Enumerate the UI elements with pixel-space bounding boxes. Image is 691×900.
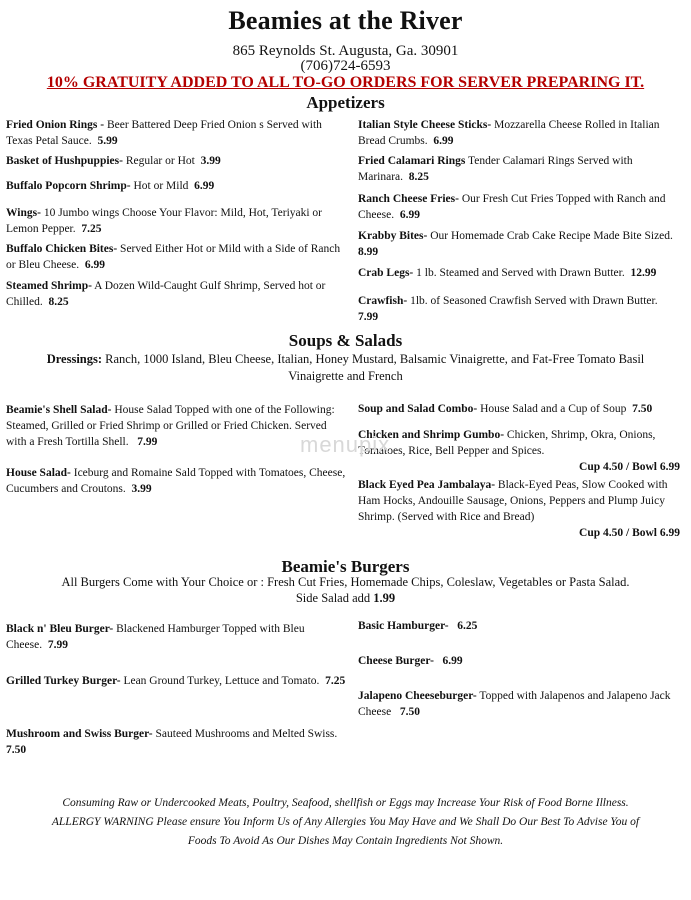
menu-item: Buffalo Popcorn Shrimp- Hot or Mild 6.99	[6, 180, 215, 192]
menu-item: Buffalo Chicken Bites- Served Either Hot or Mild with a Side of Ranch or Bleu Cheese. 6.99	[6, 243, 341, 271]
menu-item: Cheese Burger- 6.99	[358, 655, 463, 667]
menu-item: Black Eyed Pea Jambalaya- Black-Eyed Peas, Slow Cooked with Ham Hocks, Andouille Sausage, Onions, Peppers and Plump Juicy Shrimp. (Served with Rice and Bread) Cup 4.50 / Bowl 6.99	[358, 479, 680, 539]
menu-item: Mushroom and Swiss Burger- Sauteed Mushrooms and Melted Swiss. 7.50	[6, 728, 338, 756]
menu-item: Soup and Salad Combo- House Salad and a Cup of Soup 7.50	[358, 403, 653, 415]
burgers-note: All Burgers Come with Your Choice or : Fresh Cut Fries, Homemade Chips, Coleslaw, Vegetables or Pasta Salad.	[61, 575, 630, 589]
address: 865 Reynolds St. Augusta, Ga. 30901	[232, 43, 459, 59]
gratuity-notice: 10% GRATUITY ADDED TO ALL TO-GO ORDERS FOR SERVER PREPARING IT.	[46, 74, 645, 91]
menu-item: Fried Onion Rings - Beer Battered Deep Fried Onion s Served with Texas Petal Sauce. 5.99	[6, 119, 322, 147]
menu-item: Grilled Turkey Burger- Lean Ground Turkey, Lettuce and Tomato. 7.25	[6, 675, 346, 687]
watermark: menupix	[300, 432, 391, 457]
phone-number: (706)724-6593	[300, 58, 391, 74]
soups-heading: Soups & Salads	[288, 331, 403, 350]
menu-item: Jalapeno Cheeseburger- Topped with Jalapenos and Jalapeno Jack Cheese 7.50	[358, 690, 671, 718]
appetizers-heading: Appetizers	[306, 93, 385, 112]
food-safety-notice	[0, 794, 691, 851]
menu-item: Beamie's Shell Salad- House Salad Topped with one of the Following: Steamed, Grilled or Fried Shrimp or Grilled or Fried Chicken. Served with a Fresh Tortilla Shell. 7.99	[6, 404, 335, 448]
menu-item: Chicken and Shrimp Gumbo- Chicken, Shrimp, Okra, Onions, Tomatoes, Rice, Bell Pepper and Spices. Cup 4.50 / Bowl 6.99	[358, 429, 680, 473]
menu-item: Steamed Shrimp- A Dozen Wild-Caught Gulf Shrimp, Served hot or Chilled. 8.25	[6, 280, 326, 308]
menu-item: Wings- 10 Jumbo wings Choose Your Flavor: Mild, Hot, Teriyaki or Lemon Pepper. 7.25	[6, 207, 323, 235]
menu-item: Crawfish- 1lb. of Seasoned Crawfish Served with Drawn Butter. 7.99	[358, 295, 658, 323]
menu-item: Black n' Bleu Burger- Blackened Hamburger Topped with Bleu Cheese. 7.99	[6, 623, 305, 651]
menu-item: Basket of Hushpuppies- Regular or Hot 3.99	[6, 155, 221, 167]
footer-line: Consuming Raw or Undercooked Meats, Poultry, Seafood, shellfish or Eggs may Increase Your Risk of Food Borne Illness.	[62, 797, 629, 809]
menu-item: House Salad- Iceburg and Romaine Sald Topped with Tomatoes, Cheese, Cucumbers and Croutons. 3.99	[6, 467, 346, 495]
menu-item: Basic Hamburger- 6.25	[358, 620, 478, 632]
restaurant-title: Beamies at the River	[228, 6, 463, 35]
menu-item: Ranch Cheese Fries- Our Fresh Cut Fries Topped with Ranch and Cheese. 6.99	[358, 193, 666, 221]
menu-item: Crab Legs- 1 lb. Steamed and Served with Drawn Butter. 12.99	[358, 267, 657, 279]
menu-item: Italian Style Cheese Sticks- Mozzarella Cheese Rolled in Italian Bread Crumbs. 6.99	[358, 119, 660, 147]
menu-item: Fried Calamari Rings Tender Calamari Rings Served with Marinara. 8.25	[358, 155, 633, 183]
menu-item: Krabby Bites- Our Homemade Crab Cake Recipe Made Bite Sized. 8.99	[358, 230, 673, 258]
dressings-line: Dressings: Ranch, 1000 Island, Bleu Cheese, Italian, Honey Mustard, Balsamic Vinaigrette, and Fat-Free Tomato Basil Vinaigrette and French	[46, 352, 645, 383]
footer-line: ALLERGY WARNING Please ensure You Inform Us of Any Allergies You May Have and We Shall Do Our Best To Advise You of	[51, 816, 640, 828]
side-salad-line: Side Salad add 1.99	[295, 591, 396, 605]
footer-line: Foods To Avoid As Our Dishes May Contain Ingredients Not Shown.	[187, 835, 504, 847]
burgers-heading: Beamie's Burgers	[281, 557, 410, 576]
